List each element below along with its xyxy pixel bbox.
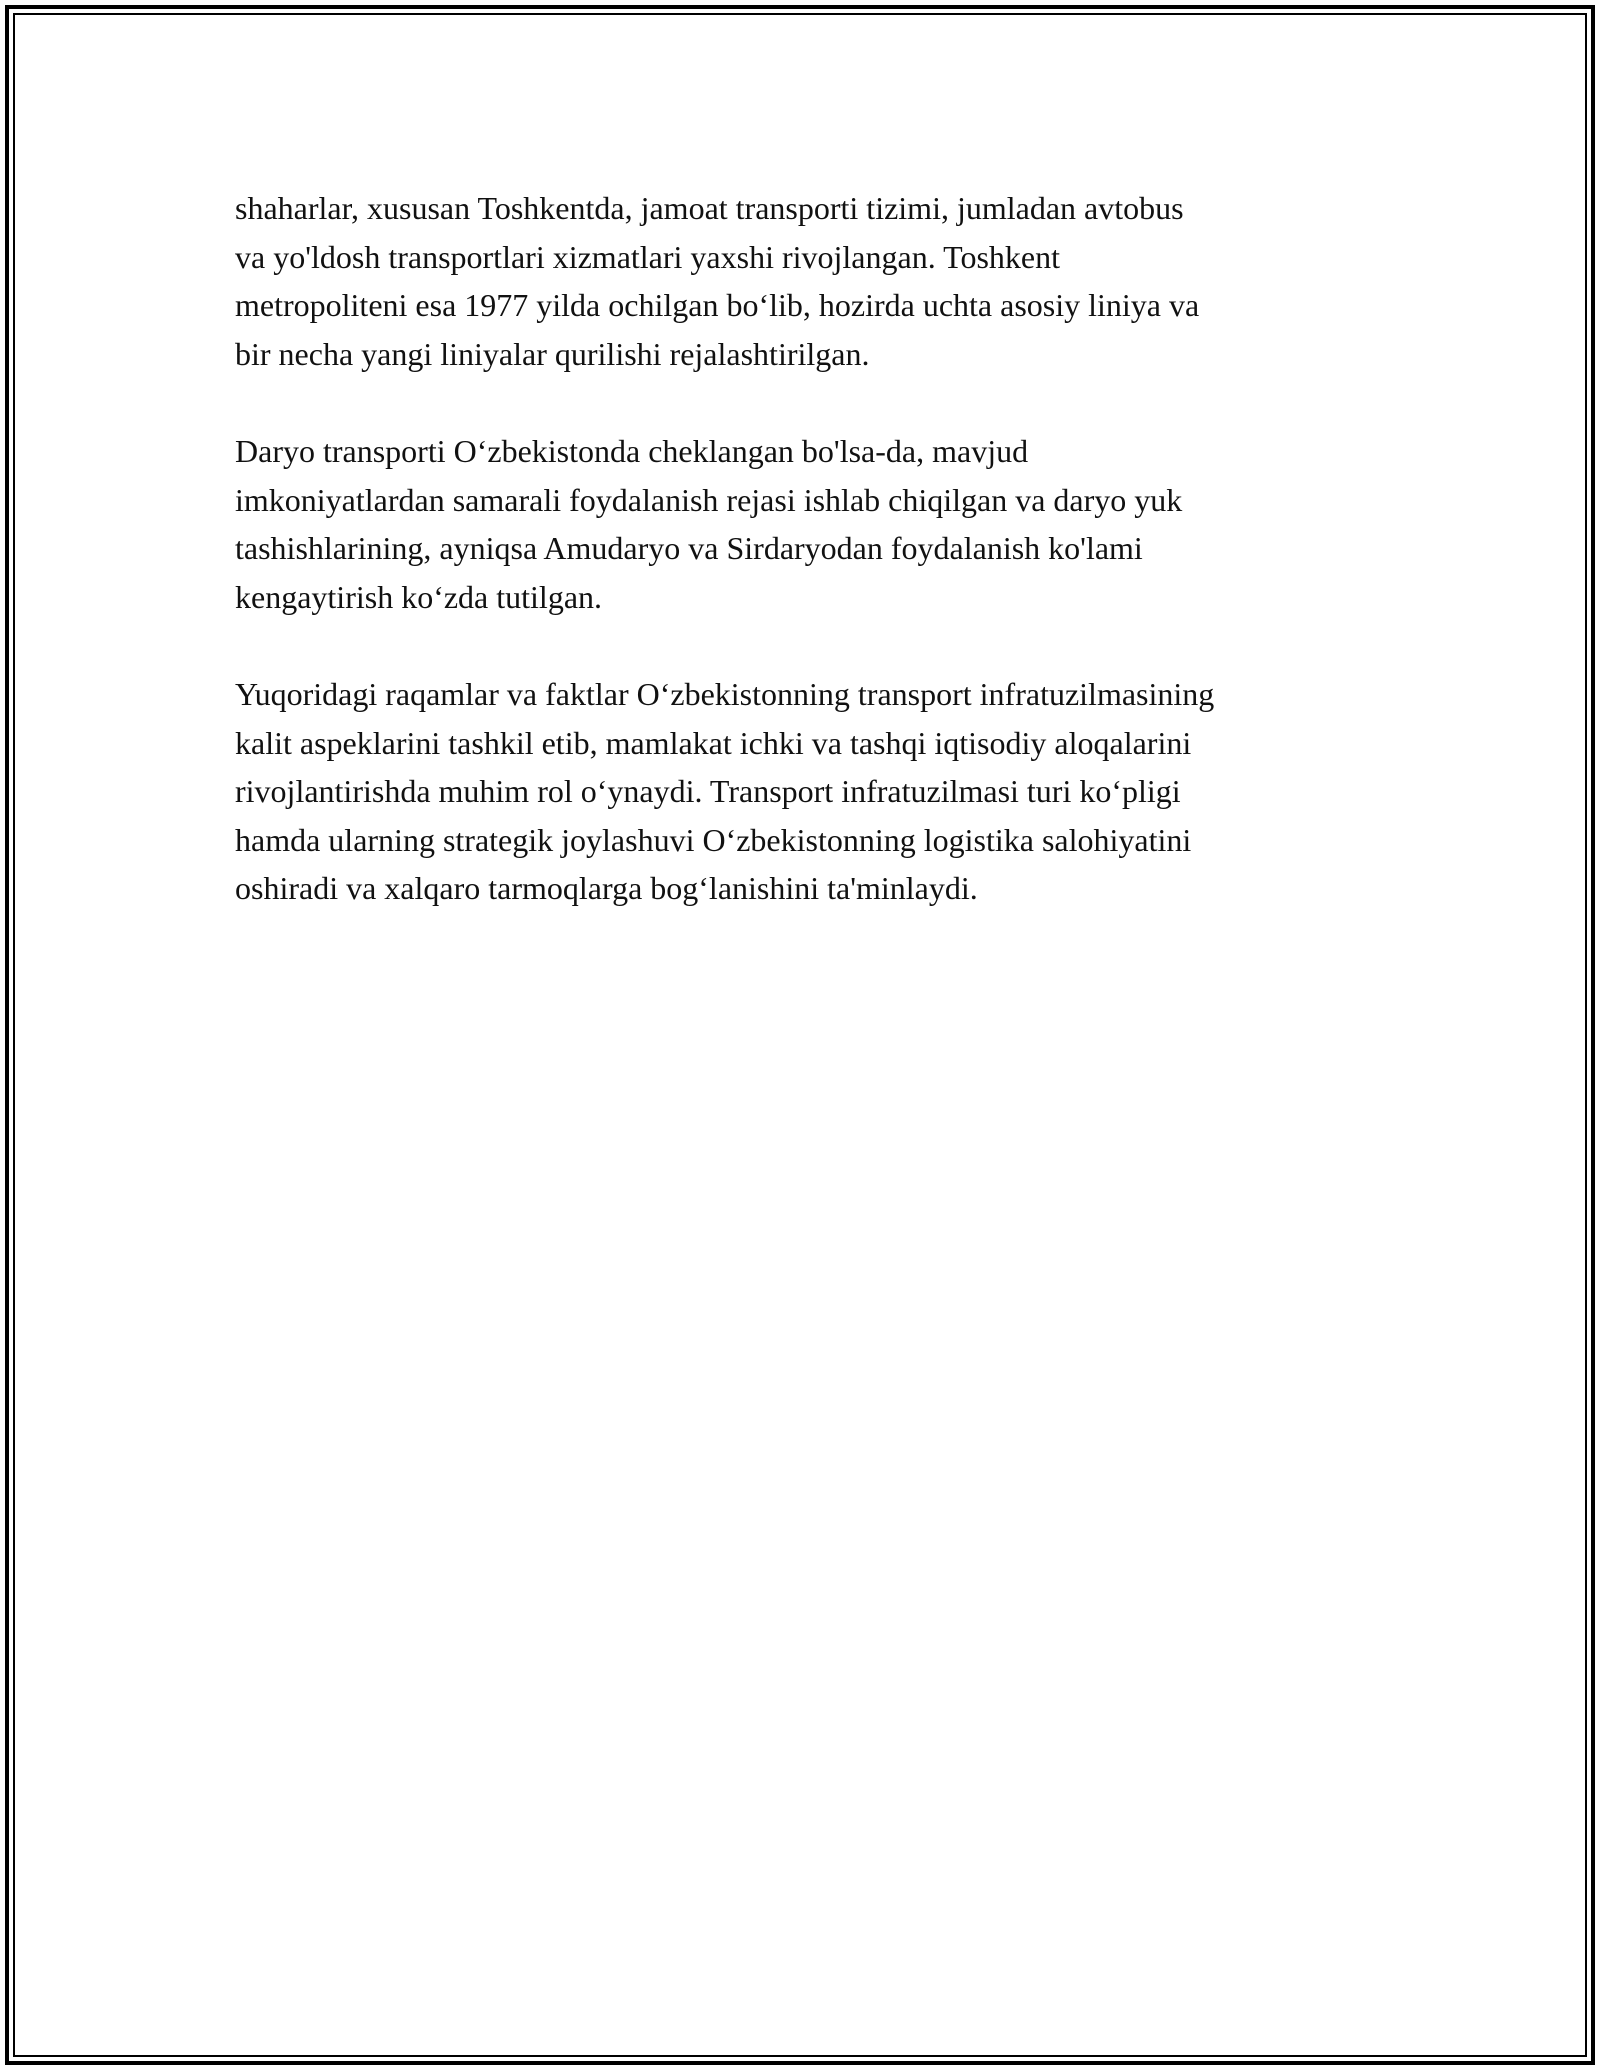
paragraph-conclusion: Yuqoridagi raqamlar va faktlar O‘zbekistonning transport infratuzilmasining kalit aspeklarini tashkil etib, mamlakat ichki va tashqi iqtisodiy aloqalarini rivojlantirishda muhim rol o‘ynaydi. Transport infratuzilmasi turi ko‘pligi hamda ularning strategik joylashuvi O‘zbekistonning logistika salohiyatini oshiradi va xalqaro tarmoqlarga bog‘lanishini ta'minlaydi.	[235, 676, 1215, 906]
paragraph-urban-transport: shaharlar, xususan Toshkentda, jamoat transporti tizimi, jumladan avtobus va yo'ldosh transportlari xizmatlari yaxshi rivojlangan. Toshkent metropoliteni esa 1977 yilda ochilgan bo‘lib, hozirda uchta asosiy liniya va bir necha yangi liniyalar qurilishi rejalashtirilgan.	[235, 190, 1200, 372]
document-body	[235, 184, 1375, 962]
paragraph-river-transport: Daryo transporti O‘zbekistonda cheklangan bo'lsa-da, mavjud imkoniyatlardan samarali foydalanish rejasi ishlab chiqilgan va daryo yuk tashishlarining, ayniqsa Amudaryo va Sirdaryodan foydalanish ko'lami kengaytirish ko‘zda tutilgan.	[235, 433, 1183, 615]
